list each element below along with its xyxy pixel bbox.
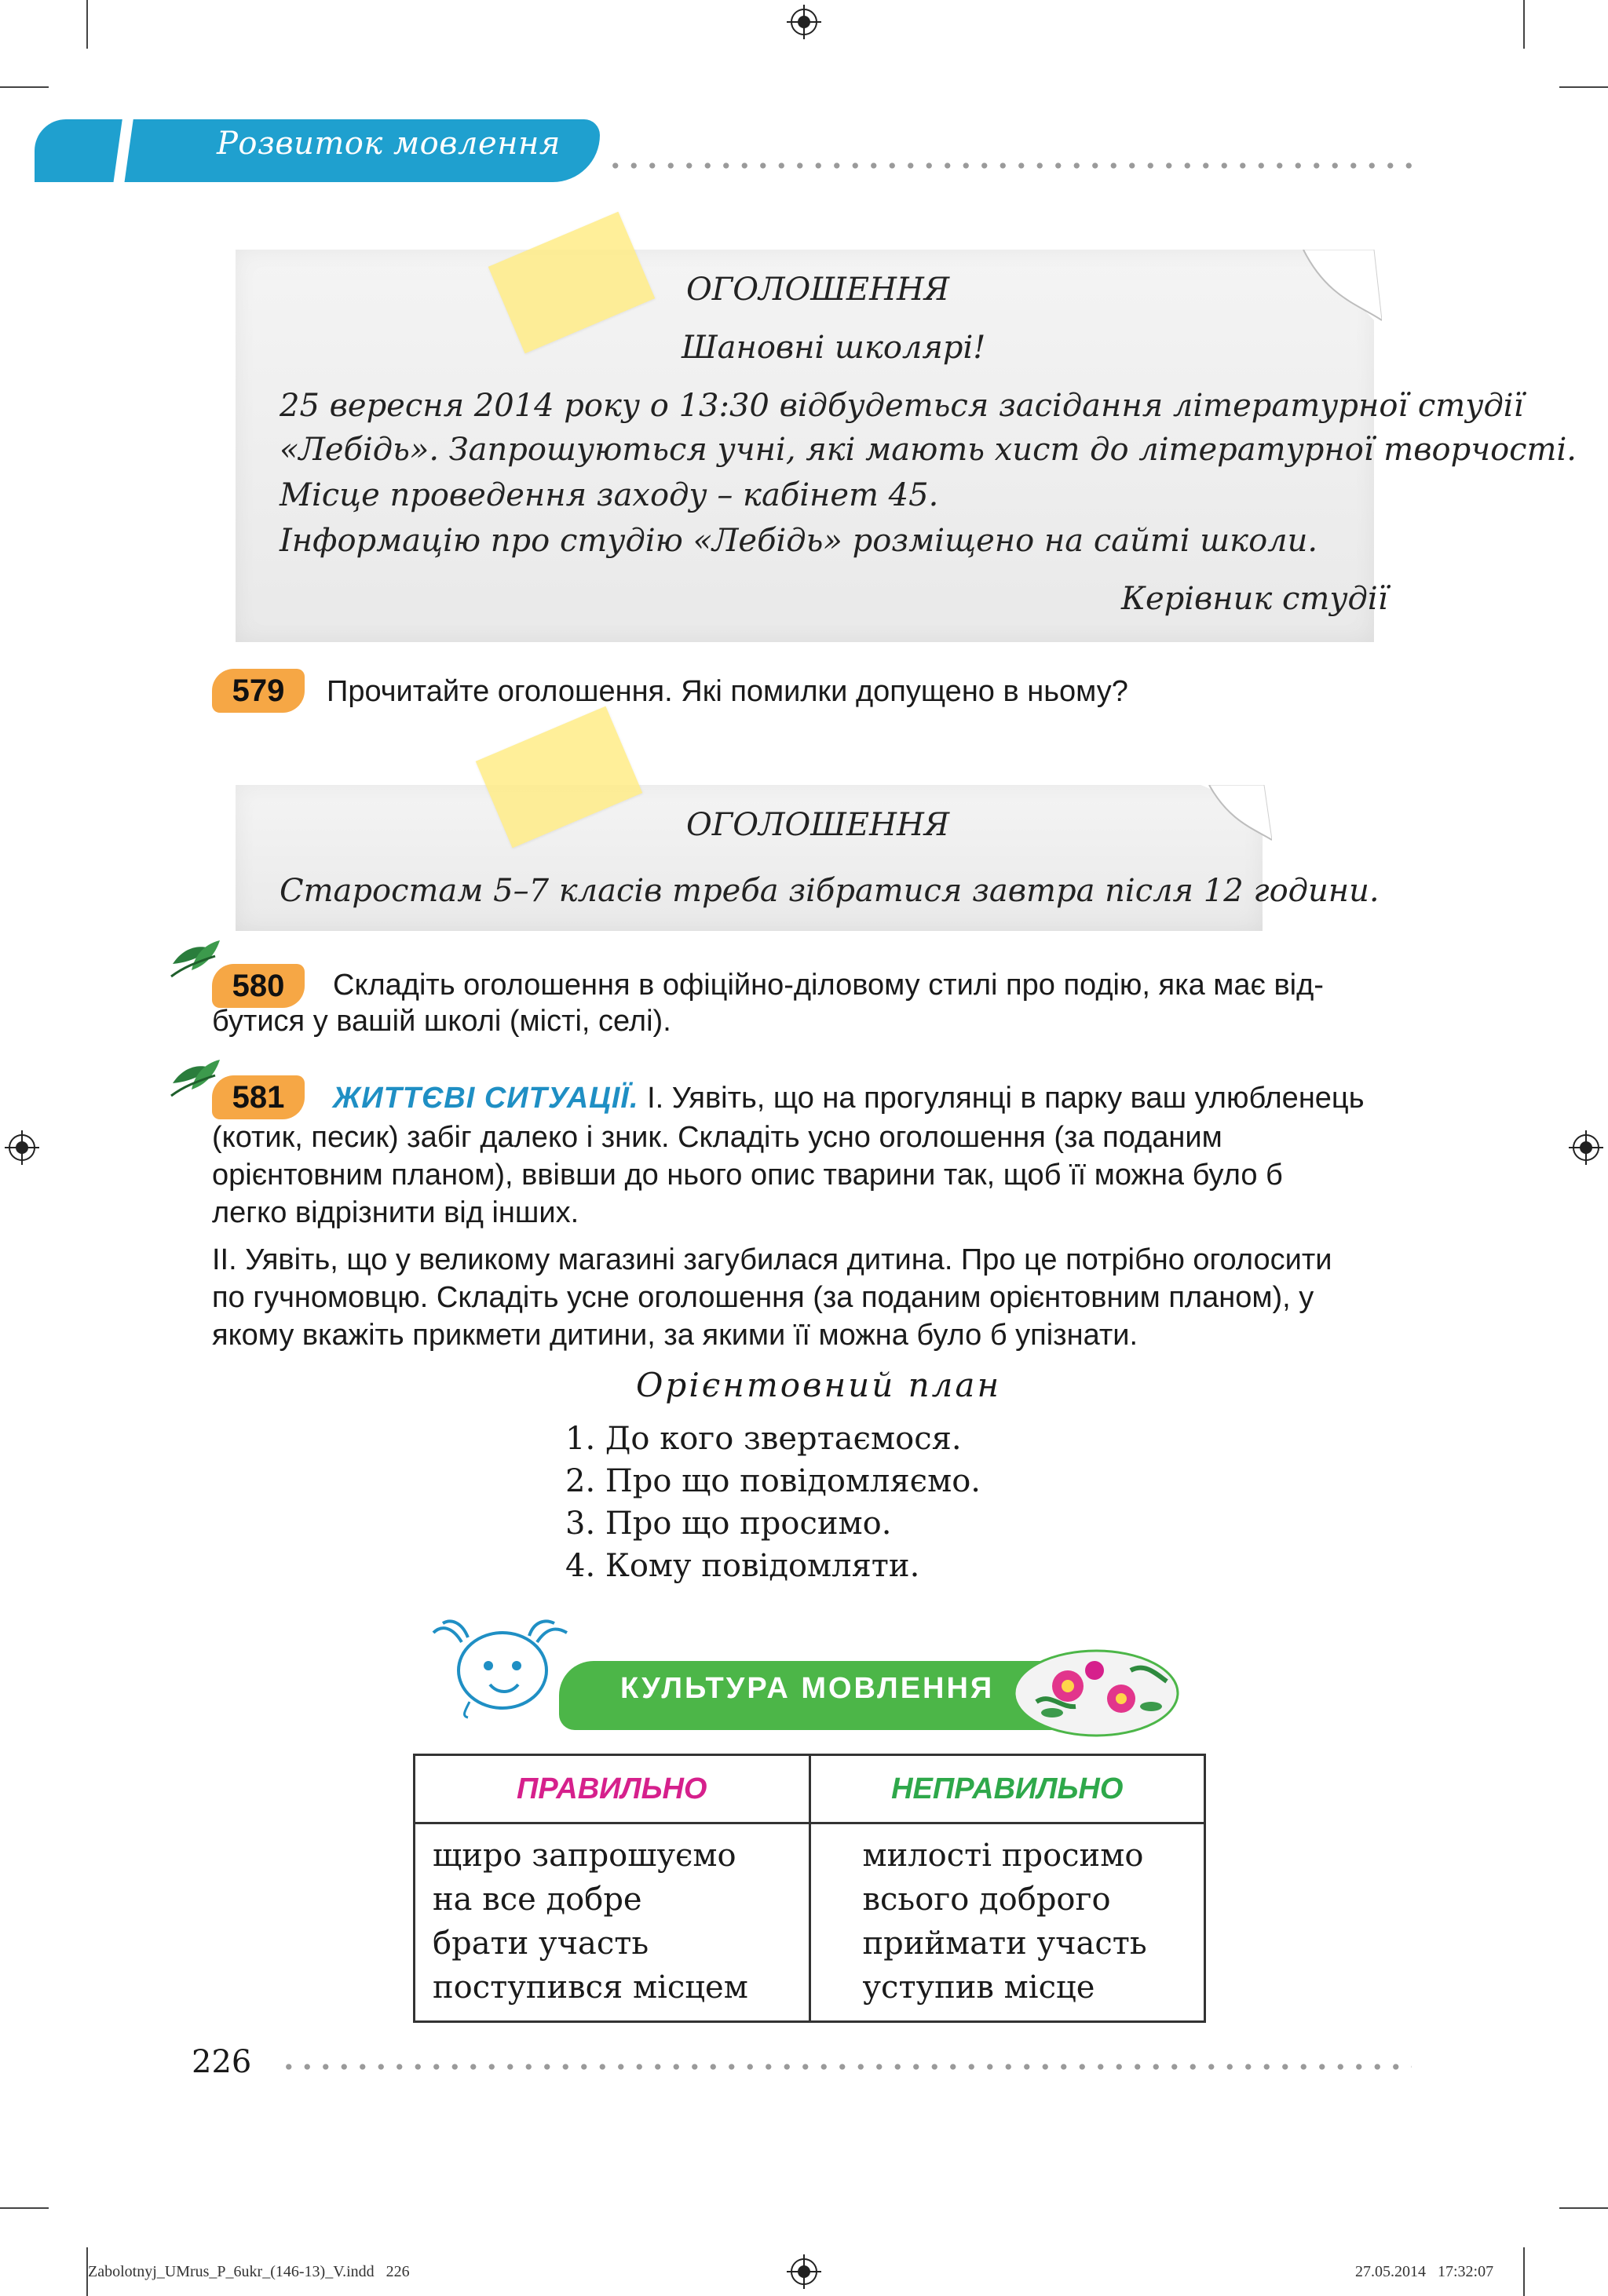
crop-mark [86,0,88,49]
correct-phrase: на все добре [433,1882,642,1918]
notice-1-line: Інформацію про студію «Лебідь» розміщено на сайті школи. [280,523,1318,559]
page-curl-icon [1186,785,1272,871]
notice-2-text: Старостам 5–7 класів треба зібратися завтра після 12 години. [280,873,1380,909]
exercise-581-line: орієнтовним планом), ввівши до нього опис тварини так, щоб її можна було б [212,1159,1283,1192]
incorrect-phrase: всього доброго [862,1882,1111,1918]
notice-2-title: ОГОЛОШЕННЯ [686,807,950,843]
exercise-580-line: Складіть оголошення в офіційно-діловому стилі про подію, яка має від- [333,969,1324,1002]
incorrect-column [809,1823,1205,2022]
header-incorrect: НЕПРАВИЛЬНО [809,1755,1205,1823]
crop-mark [1523,0,1525,49]
exercise-581-line1: ЖИТТЄВІ СИТУАЦІЇ. І. Уявіть, що на прогулянці в парку ваш улюбленець [333,1082,1365,1115]
flower-ornament-icon [1013,1647,1179,1739]
correct-phrase: поступився місцем [433,1969,748,2006]
print-date-label: 27.05.2014 17:32:07 [1355,2263,1494,2280]
plan-item: 1. До кого звертаємося. [565,1421,962,1457]
correct-column [415,1823,810,2022]
registration-mark-icon [787,2254,821,2289]
exercise-number-badge: 580 [212,964,305,1008]
section-title: Розвиток мовлення [217,126,561,162]
correct-phrase: брати участь [433,1926,649,1962]
incorrect-phrase: уступив місце [862,1969,1095,2006]
rubric-life-situations: ЖИТТЄВІ СИТУАЦІЇ. [333,1082,639,1115]
crop-mark [1523,2247,1525,2296]
exercise-581-line: легко відрізнити від інших. [212,1196,579,1229]
exercise-581-line: якому вкажіть прикмети дитини, за якими її можна було б упізнати. [212,1319,1138,1352]
plan-title: Орієнтовний план [636,1366,1002,1404]
crop-mark [0,86,49,88]
plan-item: 4. Кому повідомляти. [565,1548,920,1584]
exercise-581-line: по гучномовцю. Складіть усне оголошення (за поданим орієнтовним планом), у [212,1281,1314,1314]
notice-1-title: ОГОЛОШЕННЯ [686,272,950,308]
notice-1-signature: Керівник студії [1121,581,1388,617]
plan-item: 3. Про що просимо. [565,1506,892,1542]
culture-banner-title: КУЛЬТУРА МОВЛЕННЯ [620,1672,995,1705]
notice-1-line: «Лебідь». Запрошуються учні, які мають хист до літературної творчості. [280,432,1577,468]
exercise-580-line: бутися у вашій школі (місті, селі). [212,1005,671,1038]
culture-table [413,1754,1206,2023]
header-correct: ПРАВИЛЬНО [415,1755,810,1823]
footer-dotted-rule [280,2061,1412,2072]
incorrect-phrase: приймати участь [862,1926,1147,1962]
exercise-581-line: (котик, песик) забіг далеко і зник. Складіть усно оголошення (за поданим [212,1121,1222,1154]
crop-mark [0,2207,49,2209]
crop-mark [1559,2207,1608,2209]
registration-mark-icon [787,5,821,39]
registration-mark-icon [5,1130,39,1165]
plan-item: 2. Про що повідомляємо. [565,1463,981,1499]
page-curl-icon [1272,250,1382,360]
notice-1-line: 25 вересня 2014 року о 13:30 відбудеться засідання літературної студії [280,388,1524,424]
registration-mark-icon [1569,1130,1603,1165]
notice-1-line: Місце проведення заходу – кабінет 45. [280,477,939,513]
child-face-icon [430,1619,572,1721]
crop-mark [1559,86,1608,88]
exercise-581-line: II. Уявіть, що у великому магазині загубилася дитина. Про це потрібно оголосити [212,1243,1332,1276]
header-dotted-rule [606,160,1412,171]
incorrect-phrase: милості просимо [862,1838,1144,1874]
print-file-label: Zabolotnyj_UMrus_P_6ukr_(146-13)_V.indd 226 [88,2263,410,2280]
notice-1-greeting: Шановні школярі! [682,330,986,366]
exercise-number-badge: 579 [212,669,305,713]
correct-phrase: щиро запрошуємо [433,1838,736,1874]
page-number: 226 [192,2044,252,2080]
exercise-579-text: Прочитайте оголошення. Які помилки допущено в ньому? [327,675,1128,708]
exercise-number-badge: 581 [212,1075,305,1119]
